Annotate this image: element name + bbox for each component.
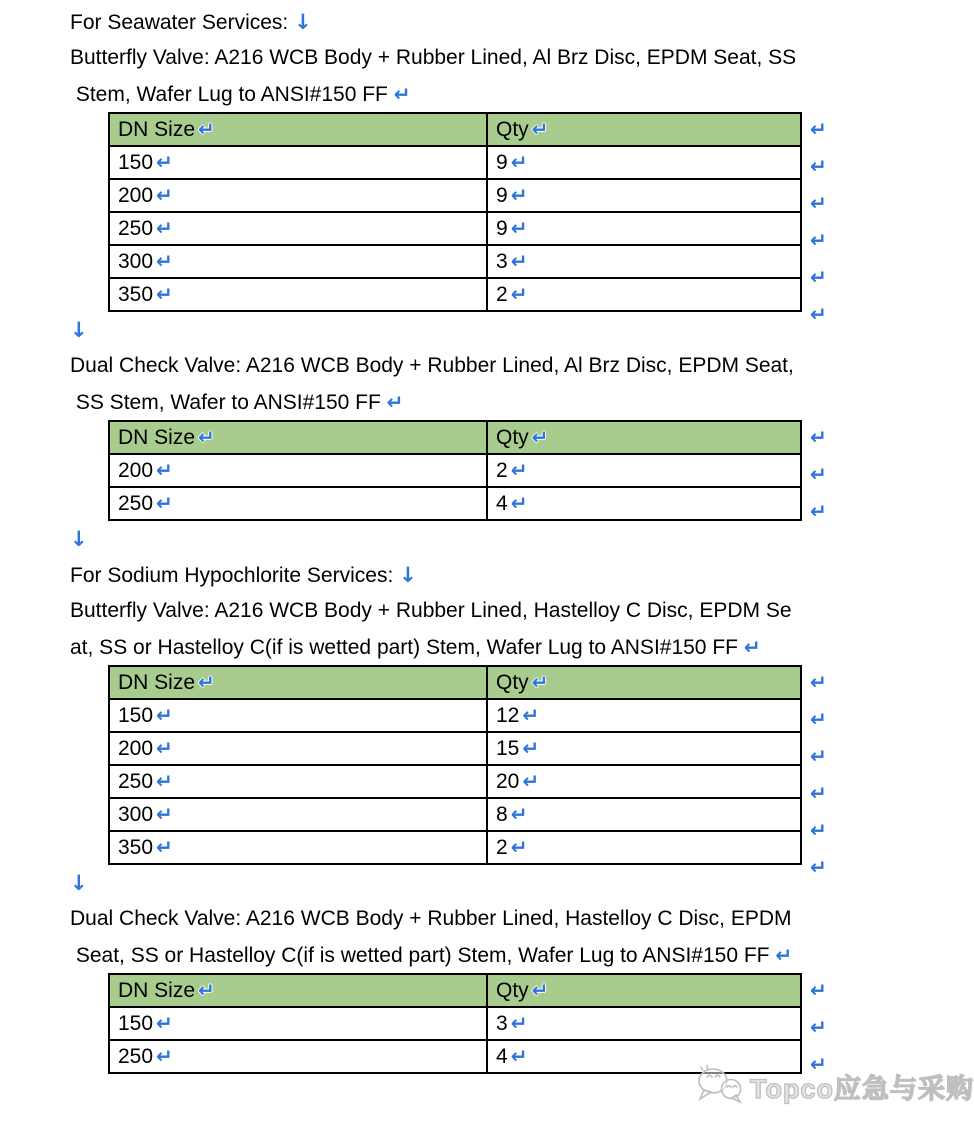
qty-table [108, 420, 802, 521]
row-end-return-icon: ↵ [810, 302, 827, 326]
cell-value: 9 [496, 184, 508, 207]
table-row [109, 798, 801, 831]
column-header [109, 974, 487, 1007]
cell-value: 3 [496, 1012, 508, 1035]
spec-paragraph-dualcheck-hypochlorite [0, 901, 974, 973]
cell-value: 150 [118, 151, 154, 174]
spec-text: Butterfly Valve: A216 WCB Body + Rubber Lined, Al Brz Disc, EPDM Seat, SS [70, 46, 797, 69]
paragraph-return-icon: ↵ [393, 82, 411, 106]
row-end-mark [810, 188, 827, 225]
line-break-icon: ↓ [70, 871, 88, 895]
row-end-marks [810, 114, 827, 336]
column-header [487, 421, 801, 454]
qty-cell [487, 212, 801, 245]
cell-value: 150 [118, 704, 154, 727]
text-line [70, 521, 974, 557]
cell-value: 3 [496, 250, 508, 273]
cell-return-icon: ↵ [156, 249, 173, 273]
table-row [109, 732, 801, 765]
qty-table-hypochlorite-butterfly [108, 665, 827, 879]
column-header [487, 974, 801, 1007]
paragraph-return-icon: ↵ [386, 390, 404, 414]
table-row [109, 1007, 801, 1040]
table-header-row [109, 421, 801, 454]
row-end-return-icon: ↵ [810, 425, 827, 449]
row-end-mark [810, 667, 827, 704]
cell-value: 2 [496, 459, 508, 482]
cell-return-icon: ↵ [156, 1044, 173, 1068]
cell-value: 250 [118, 770, 154, 793]
cell-return-icon: ↵ [510, 282, 528, 306]
column-header-label: DN Size [118, 671, 196, 694]
row-end-return-icon: ↵ [810, 670, 827, 694]
column-header-label: Qty [496, 979, 529, 1002]
row-end-return-icon: ↵ [810, 228, 827, 252]
text-line [70, 937, 974, 973]
qty-table-seawater-dualcheck [108, 420, 827, 523]
row-end-return-icon: ↵ [810, 154, 827, 178]
separator-line [0, 521, 974, 557]
table-row [109, 245, 801, 278]
cell-return-icon: ↵ [531, 425, 549, 449]
row-end-return-icon: ↵ [810, 978, 827, 1002]
row-end-return-icon: ↵ [810, 855, 827, 879]
qty-table [108, 112, 802, 312]
dn-size-cell [109, 1040, 487, 1073]
row-end-mark [810, 262, 827, 299]
dn-size-cell [109, 487, 487, 520]
table-header-row [109, 666, 801, 699]
spec-paragraph-dualcheck-seawater [0, 348, 974, 420]
dn-size-cell [109, 212, 487, 245]
cell-return-icon: ↵ [522, 769, 540, 793]
qty-cell [487, 278, 801, 311]
cell-value: 2 [496, 836, 508, 859]
row-end-return-icon: ↵ [810, 499, 827, 523]
qty-cell [487, 699, 801, 732]
line-break-icon: ↓ [399, 563, 417, 587]
heading-text: For Seawater Services: [70, 11, 295, 34]
row-end-mark [810, 852, 827, 889]
row-end-mark [810, 741, 827, 778]
cell-return-icon: ↵ [522, 703, 540, 727]
cell-return-icon: ↵ [156, 282, 173, 306]
cell-value: 20 [496, 770, 520, 793]
dn-size-cell [109, 1007, 487, 1040]
column-header [109, 113, 487, 146]
spec-text: Seat, SS or Hastelloy C(if is wetted part) Stem, Wafer Lug to ANSI#150 FF [70, 944, 776, 967]
cell-return-icon: ↵ [198, 670, 215, 694]
dn-size-cell [109, 454, 487, 487]
cell-return-icon: ↵ [510, 183, 528, 207]
row-end-return-icon: ↵ [810, 1015, 827, 1039]
cell-value: 12 [496, 704, 520, 727]
cell-return-icon: ↵ [510, 1044, 528, 1068]
row-end-return-icon: ↵ [810, 462, 827, 486]
cell-return-icon: ↵ [510, 216, 528, 240]
table-row [109, 212, 801, 245]
qty-cell [487, 831, 801, 864]
cell-return-icon: ↵ [510, 491, 528, 515]
qty-cell [487, 732, 801, 765]
text-line [70, 384, 974, 420]
dn-size-cell [109, 732, 487, 765]
text-line [70, 348, 974, 384]
line-break-icon: ↓ [70, 318, 88, 342]
column-header [109, 666, 487, 699]
row-end-return-icon: ↵ [810, 1052, 827, 1076]
column-header [109, 421, 487, 454]
qty-cell [487, 765, 801, 798]
cell-value: 9 [496, 217, 508, 240]
qty-cell [487, 245, 801, 278]
cell-return-icon: ↵ [510, 835, 528, 859]
cell-value: 200 [118, 184, 154, 207]
text-line [70, 901, 974, 937]
row-end-return-icon: ↵ [810, 265, 827, 289]
text-line [70, 557, 974, 593]
text-line [70, 629, 974, 665]
cell-value: 8 [496, 803, 508, 826]
qty-table [108, 973, 802, 1074]
cell-return-icon: ↵ [156, 491, 173, 515]
row-end-mark [810, 496, 827, 533]
cell-return-icon: ↵ [510, 150, 528, 174]
row-end-return-icon: ↵ [810, 707, 827, 731]
dn-size-cell [109, 765, 487, 798]
cell-value: 350 [118, 836, 154, 859]
table-row [109, 765, 801, 798]
paragraph-return-icon: ↵ [775, 943, 793, 967]
table-row [109, 831, 801, 864]
qty-cell [487, 179, 801, 212]
text-line [70, 76, 974, 112]
cell-value: 300 [118, 250, 154, 273]
line-break-icon: ↓ [70, 527, 88, 551]
cell-value: 2 [496, 283, 508, 306]
row-end-return-icon: ↵ [810, 117, 827, 141]
dn-size-cell [109, 146, 487, 179]
cell-return-icon: ↵ [510, 458, 528, 482]
cell-return-icon: ↵ [510, 802, 528, 826]
table-row [109, 454, 801, 487]
row-end-mark [810, 422, 827, 459]
text-line [70, 593, 974, 629]
table-row [109, 146, 801, 179]
row-end-marks [810, 422, 827, 533]
row-end-mark [810, 225, 827, 262]
row-end-marks [810, 667, 827, 889]
separator-line [0, 865, 974, 901]
cell-return-icon: ↵ [156, 769, 173, 793]
cell-value: 4 [496, 1045, 508, 1068]
text-line [70, 4, 974, 40]
heading-text: For Sodium Hypochlorite Services: [70, 564, 400, 587]
cell-return-icon: ↵ [156, 835, 173, 859]
cell-value: 15 [496, 737, 520, 760]
cell-return-icon: ↵ [198, 425, 215, 449]
cell-return-icon: ↵ [156, 183, 173, 207]
dn-size-cell [109, 179, 487, 212]
column-header-label: DN Size [118, 979, 196, 1002]
spec-paragraph-butterfly-seawater [0, 40, 974, 112]
spec-text: Stem, Wafer Lug to ANSI#150 FF [70, 83, 394, 106]
row-end-mark [810, 459, 827, 496]
qty-table-seawater-butterfly [108, 112, 827, 326]
cell-value: 300 [118, 803, 154, 826]
row-end-mark [810, 975, 827, 1012]
qty-cell [487, 798, 801, 831]
row-end-mark [810, 778, 827, 815]
cell-return-icon: ↵ [156, 703, 173, 727]
section-heading-seawater [0, 4, 974, 40]
table-row [109, 278, 801, 311]
cell-return-icon: ↵ [156, 216, 173, 240]
dn-size-cell [109, 245, 487, 278]
row-end-mark [810, 704, 827, 741]
row-end-return-icon: ↵ [810, 744, 827, 768]
cell-return-icon: ↵ [510, 1011, 528, 1035]
qty-table [108, 665, 802, 865]
watermark [692, 1062, 974, 1110]
column-header [487, 666, 801, 699]
cell-return-icon: ↵ [522, 736, 540, 760]
row-end-mark [810, 151, 827, 188]
cell-value: 9 [496, 151, 508, 174]
table-header-row [109, 974, 801, 1007]
column-header-label: Qty [496, 118, 529, 141]
line-break-icon: ↓ [294, 10, 312, 34]
watermark-text: Topco应急与采购 [750, 1073, 974, 1104]
row-end-mark [810, 299, 827, 336]
table-row [109, 487, 801, 520]
qty-cell [487, 454, 801, 487]
cell-value: 150 [118, 1012, 154, 1035]
spec-text: SS Stem, Wafer to ANSI#150 FF [70, 391, 387, 414]
row-end-return-icon: ↵ [810, 191, 827, 215]
wechat-logo-icon [692, 1062, 746, 1110]
qty-cell [487, 146, 801, 179]
column-header-label: Qty [496, 426, 529, 449]
cell-value: 350 [118, 283, 154, 306]
qty-cell [487, 487, 801, 520]
row-end-mark [810, 114, 827, 151]
spec-paragraph-butterfly-hypochlorite [0, 593, 974, 665]
dn-size-cell [109, 278, 487, 311]
paragraph-return-icon: ↵ [743, 635, 761, 659]
cell-value: 250 [118, 492, 154, 515]
dn-size-cell [109, 831, 487, 864]
cell-return-icon: ↵ [510, 249, 528, 273]
cell-value: 4 [496, 492, 508, 515]
cell-return-icon: ↵ [198, 117, 215, 141]
qty-cell [487, 1007, 801, 1040]
dn-size-cell [109, 798, 487, 831]
cell-return-icon: ↵ [156, 458, 173, 482]
section-heading-hypochlorite [0, 557, 974, 593]
row-end-mark [810, 1012, 827, 1049]
qty-table-hypochlorite-dualcheck [108, 973, 827, 1076]
cell-return-icon: ↵ [156, 150, 173, 174]
cell-return-icon: ↵ [156, 736, 173, 760]
cell-return-icon: ↵ [531, 117, 549, 141]
spec-text: Butterfly Valve: A216 WCB Body + Rubber Lined, Hastelloy C Disc, EPDM Se [70, 599, 792, 622]
cell-return-icon: ↵ [531, 978, 549, 1002]
column-header-label: DN Size [118, 426, 196, 449]
text-line [70, 865, 974, 901]
cell-return-icon: ↵ [198, 978, 215, 1002]
spec-text: Dual Check Valve: A216 WCB Body + Rubber Lined, Hastelloy C Disc, EPDM [70, 907, 792, 930]
table-row [109, 699, 801, 732]
spec-text: Dual Check Valve: A216 WCB Body + Rubber Lined, Al Brz Disc, EPDM Seat, [70, 354, 794, 377]
row-end-return-icon: ↵ [810, 781, 827, 805]
table-row [109, 179, 801, 212]
text-line [70, 312, 974, 348]
cell-value: 200 [118, 459, 154, 482]
cell-value: 200 [118, 737, 154, 760]
dn-size-cell [109, 699, 487, 732]
column-header-label: Qty [496, 671, 529, 694]
row-end-mark [810, 815, 827, 852]
cell-return-icon: ↵ [531, 670, 549, 694]
cell-value: 250 [118, 217, 154, 240]
row-end-return-icon: ↵ [810, 818, 827, 842]
cell-value: 250 [118, 1045, 154, 1068]
separator-line [0, 312, 974, 348]
column-header-label: DN Size [118, 118, 196, 141]
cell-return-icon: ↵ [156, 1011, 173, 1035]
cell-return-icon: ↵ [156, 802, 173, 826]
spec-text: at, SS or Hastelloy C(if is wetted part) Stem, Wafer Lug to ANSI#150 FF [70, 636, 744, 659]
column-header [487, 113, 801, 146]
text-line [70, 40, 974, 76]
table-header-row [109, 113, 801, 146]
